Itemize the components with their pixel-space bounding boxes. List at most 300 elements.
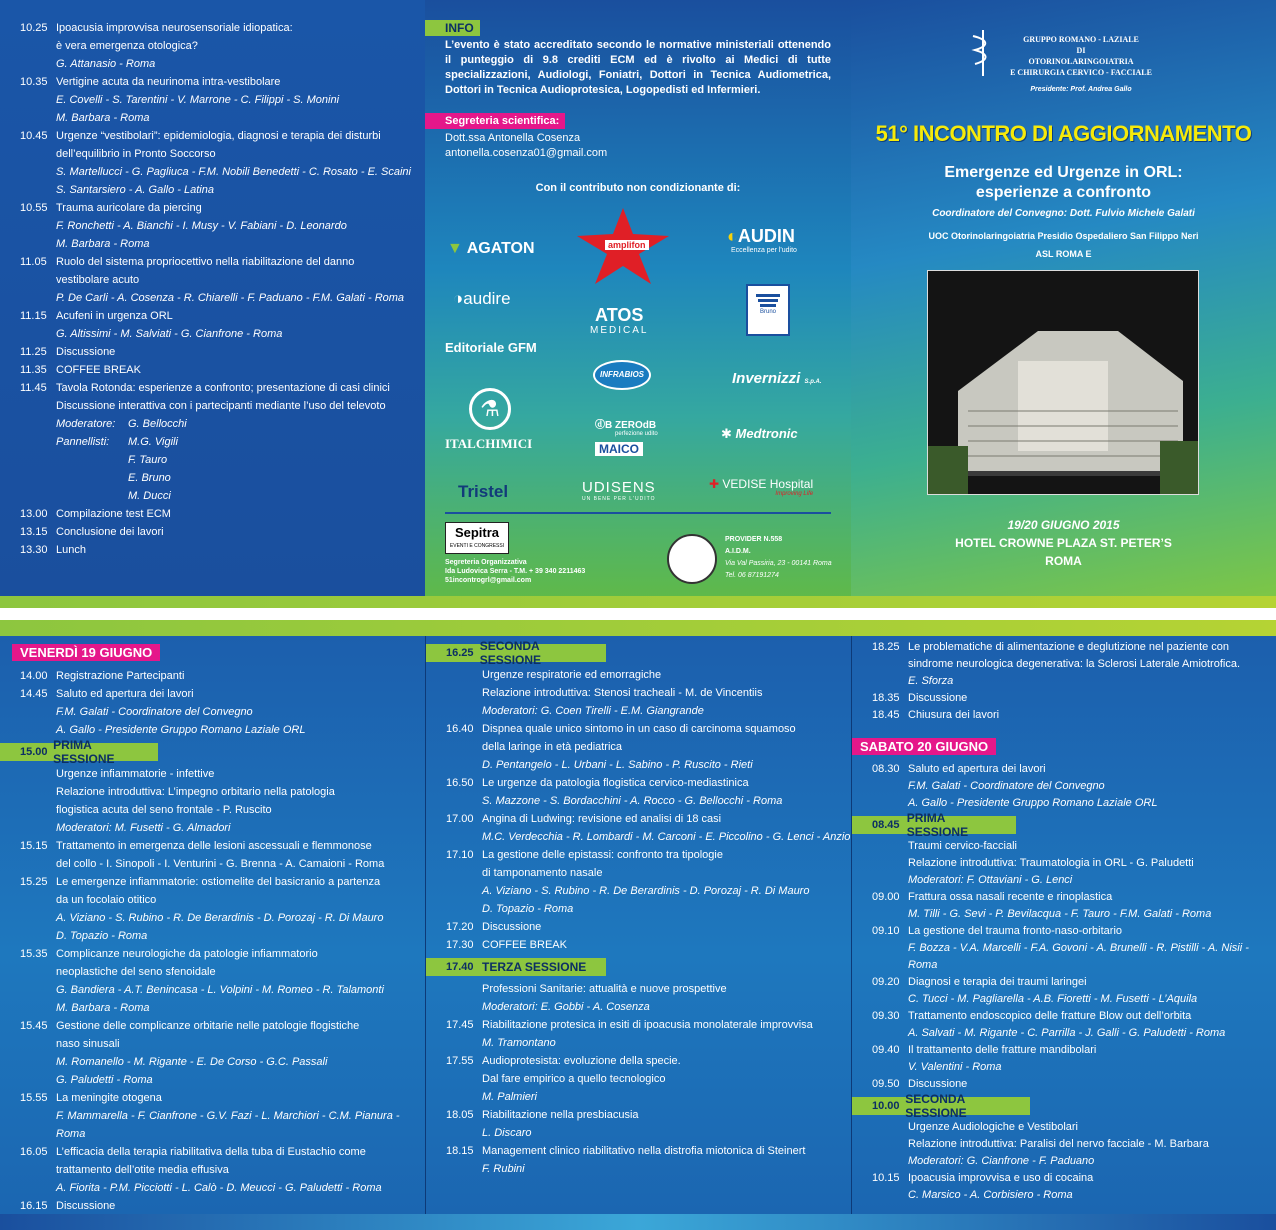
program-item-line (20, 523, 420, 541)
uoc: UOC Otorinolaringoiatria Presidio Ospedaliero San Filippo Neri (928, 231, 1199, 241)
program-item-line (872, 974, 1276, 991)
amplifon-logo: amplifon (575, 206, 671, 286)
program-item-line (872, 639, 1276, 656)
program-time: 10.25 (20, 22, 48, 34)
segreteria-email: antonella.cosenza01@gmail.com (445, 147, 608, 159)
program-item-line (872, 761, 1276, 778)
program-item-line (446, 1142, 851, 1160)
program-time: 10.35 (20, 76, 48, 88)
program-time (20, 37, 56, 55)
program-title: Complicanze neurologiche da patologie infiammatorio (56, 948, 318, 960)
program-authors (20, 703, 425, 721)
caduceus-logo-icon (969, 28, 997, 78)
program-authors (20, 235, 420, 253)
program-item-line (872, 690, 1276, 707)
program-title: Lunch (56, 544, 86, 556)
session-intro-line (446, 998, 851, 1016)
program-title: Discussione (908, 1078, 968, 1090)
program-authors (446, 900, 851, 918)
program-item-line (872, 1170, 1276, 1187)
segreteria-label: Segreteria scientifica: (425, 113, 565, 129)
program-time: 13.15 (20, 526, 48, 538)
program-item-line (20, 855, 425, 873)
program-item-line (872, 1008, 1276, 1025)
program-title: La gestione del trauma fronto-naso-orbitario (908, 925, 1123, 937)
program-authors (446, 882, 851, 900)
info-label: INFO (425, 20, 480, 36)
program-authors (20, 1053, 425, 1071)
session-header (0, 738, 158, 766)
program-authors (20, 91, 420, 109)
program-title: Ruolo del sistema propriocettivo nella riabilitazione del danno (56, 256, 355, 268)
program-item-line (872, 923, 1276, 940)
program-authors (872, 795, 1276, 812)
bottom-middle-panel (425, 636, 851, 1214)
program-item-line (446, 1106, 851, 1124)
program-title: Vertigine acuta da neurinoma intra-vestibolare (56, 76, 281, 88)
group-block: GRUPPO ROMANO - LAZIALE DI OTORINOLARINGOIATRIA E CHIRURGIA CERVICO - FACCIALE (1010, 35, 1152, 77)
program-item-line (872, 1076, 1276, 1093)
program-time: 16.50 (446, 777, 474, 789)
program-time: 13.00 (20, 508, 48, 520)
audire-logo: ◑audire (453, 289, 511, 308)
program-title: Saluto ed apertura dei lavori (908, 763, 1046, 775)
program-title: Trauma auricolare da piercing (56, 202, 202, 214)
program-time: 11.45 (20, 382, 47, 394)
program-title: Trattamento in emergenza delle lesioni ascessuali e flemmonose (56, 840, 372, 852)
program-item-line (446, 864, 851, 882)
program-title: di tamponamento nasale (482, 867, 603, 879)
program-author-line: G. Paludetti - Roma (56, 1074, 153, 1086)
session-intro-text: Relazione introduttiva: L’impegno orbitario nella patologia (56, 786, 335, 798)
program-title: Le emergenze infiammatorie: ostiomelite del basicranio a partenza (56, 876, 381, 888)
program-author-line: F. Ronchetti - A. Bianchi - I. Musy - V. Fabiani - D. Leonardo (56, 220, 347, 232)
program-author-line: M.C. Verdecchia - R. Lombardi - M. Carconi - E. Piccolino - G. Lenci - Anzio (482, 831, 851, 843)
session-intro-line (446, 702, 851, 720)
program-item-line (20, 37, 420, 55)
program-title: Discussione (56, 1200, 116, 1212)
program-time: 17.00 (446, 813, 474, 825)
program-title: Dispnea quale unico sintomo in un caso di carcinoma squamoso (482, 723, 796, 735)
agaton-triangle-icon: ▼ (447, 240, 463, 257)
program-time: 15.55 (20, 1092, 48, 1104)
program-authors (20, 927, 425, 945)
program-title: Frattura ossa nasali recente e rinoplastica (908, 891, 1113, 903)
program-item-line (20, 945, 425, 963)
program-author-line: C. Tucci - M. Pagliarella - A.B. Fioretti - M. Fusetti - L’Aquila (908, 993, 1198, 1005)
program-author-line: F. Rubini (482, 1163, 525, 1175)
day-header: VENERDÌ 19 GIUGNO (12, 644, 160, 661)
medtronic-logo: ✱ Medtronic (721, 426, 798, 441)
program-time (20, 1161, 56, 1179)
session-intro-line (872, 872, 1276, 889)
program-item-line (20, 73, 420, 91)
program-authors (446, 1124, 851, 1142)
bruno-logo: Bruno (746, 284, 790, 336)
program-authors (20, 721, 425, 739)
program-time: 16.15 (20, 1200, 48, 1212)
program-item-line (446, 936, 851, 954)
session-intro-line (20, 783, 425, 801)
program-authors (446, 1034, 851, 1052)
program-item-line (20, 19, 420, 37)
roundtable-panelist: F. Tauro (128, 454, 168, 466)
program-title: da un focolaio otitico (56, 894, 157, 906)
session-intro-text: Moderatori: E. Gobbi - A. Cosenza (482, 1001, 650, 1013)
program-time (20, 397, 56, 415)
program-time (872, 656, 908, 673)
program-time: 13.30 (20, 544, 48, 556)
program-author-line: M. Tramontano (482, 1037, 556, 1049)
program-title: COFFEE BREAK (56, 364, 141, 376)
program-authors (872, 1025, 1276, 1042)
program-title: neoplastiche del seno sfenoidale (56, 966, 216, 978)
session-intro-text: Moderatori: G. Cianfrone - F. Paduano (908, 1155, 1095, 1167)
program-item-line (20, 891, 425, 909)
bottom-left-panel (0, 636, 425, 1214)
program-item-line (446, 846, 851, 864)
program-item-line (872, 1042, 1276, 1059)
program-author-line: M. Barbara - Roma (56, 112, 150, 124)
program-authors (20, 325, 420, 343)
maico-logo: MAICO (595, 442, 643, 456)
program-title: Trattamento endoscopico delle fratture Blow out dell’orbita (908, 1010, 1192, 1022)
session-time: 10.00 (872, 1100, 900, 1112)
program-item-line (20, 505, 420, 523)
program-item-line (20, 873, 425, 891)
session-intro-text: Relazione introduttiva: Stenosi tracheali - M. de Vincentiis (482, 687, 763, 699)
program-time: 17.55 (446, 1055, 474, 1067)
session-time: 17.40 (446, 961, 474, 973)
vedise-logo: ✚ VEDISE Hospital Improving Life (709, 477, 814, 497)
org-line2: 51incontrogrl@gmail.com (445, 577, 532, 584)
program-authors (20, 1071, 425, 1089)
infrabios-logo: INFRABIOS (593, 360, 651, 390)
top-green-bar (0, 596, 1276, 608)
program-time: 08.30 (872, 763, 900, 775)
session-header (426, 639, 606, 667)
program-time: 09.00 (872, 891, 900, 903)
program-title: Compilazione test ECM (56, 508, 171, 520)
program-title: Angina di Ludwing: revisione ed analisi di 18 casi (482, 813, 722, 825)
program-title: Riabilitazione nella presbiacusia (482, 1109, 639, 1121)
program-time (20, 145, 56, 163)
session-intro-text: Relazione introduttiva: Paralisi del nervo facciale - M. Barbara (908, 1138, 1209, 1150)
program-authors (872, 906, 1276, 923)
program-time: 09.10 (872, 925, 900, 937)
program-time: 18.05 (446, 1109, 474, 1121)
program-time: 09.40 (872, 1044, 900, 1056)
program-item-line (20, 127, 420, 145)
session-time: 08.45 (872, 819, 900, 831)
session-time: 16.25 (446, 647, 474, 659)
program-authors (872, 940, 1276, 974)
program-author-line: A. Fiorita - P.M. Picciotti - L. Calò - D. Meucci - G. Paludetti - Roma (56, 1182, 382, 1194)
program-authors (872, 778, 1276, 795)
program-authors (446, 792, 851, 810)
medtronic-icon: ✱ (721, 426, 732, 441)
program-author-line: D. Topazio - Roma (482, 903, 574, 915)
program-time: 16.05 (20, 1146, 48, 1158)
program-item-line (872, 889, 1276, 906)
session-intro-line (446, 980, 851, 998)
program-authors (872, 1059, 1276, 1076)
program-title: trattamento dell’otite media effusiva (56, 1164, 229, 1176)
program-item-line (20, 837, 425, 855)
audin-ear-icon: ◐ (727, 226, 738, 246)
program-time: 17.30 (446, 939, 474, 951)
program-item-line (20, 667, 425, 685)
program-item-line (20, 1017, 425, 1035)
program-authors (20, 909, 425, 927)
program-author-line: F.M. Galati - Coordinatore del Convegno (908, 780, 1105, 792)
program-item-line (446, 1052, 851, 1070)
program-title: Urgenze “vestibolari”: epidemiologia, diagnosi e terapia dei disturbi (56, 130, 381, 142)
program-item-line (20, 963, 425, 981)
program-author-line: L. Discaro (482, 1127, 532, 1139)
program-author-line: M. Romanello - M. Rigante - E. De Corso - G.C. Passali (56, 1056, 328, 1068)
program-author-line: P. De Carli - A. Cosenza - R. Chiarelli - F. Paduano - F.M. Galati - Roma (56, 292, 405, 304)
program-title: Le urgenze da patologia flogistica cervico-mediastinica (482, 777, 749, 789)
italchimici-logo: ITALCHIMICI (445, 436, 533, 451)
bottom-blue-bar (0, 1214, 1276, 1230)
program-title: Riabilitazione protesica in esiti di ipoacusia monolaterale improvvisa (482, 1019, 813, 1031)
roundtable-panelist: E. Bruno (128, 472, 171, 484)
program-time: 15.35 (20, 948, 48, 960)
program-title: Tavola Rotonda: esperienze a confronto; presentazione di casi clinici (56, 382, 390, 394)
program-item-line (20, 1161, 425, 1179)
program-time: 15.15 (20, 840, 48, 852)
program-author-line: C. Marsico - A. Corbisiero - Roma (908, 1189, 1073, 1201)
program-authors (20, 981, 425, 999)
coordinator: Coordinatore del Convegno: Dott. Fulvio Michele Galati (932, 208, 1195, 219)
roundtable-moderator: Moderatore: G. Bellocchi (56, 418, 187, 430)
program-authors (20, 1107, 425, 1143)
program-author-line: S. Santarsiero - A. Gallo - Latina (56, 184, 214, 196)
program-title: La meningite otogena (56, 1092, 162, 1104)
program-authors (20, 181, 420, 199)
program-time: 10.45 (20, 130, 48, 142)
program-title: Management clinico riabilitativo nella distrofia miotonica di Steinert (482, 1145, 806, 1157)
program-authors (446, 756, 851, 774)
program-authors (446, 1088, 851, 1106)
program-time: 15.25 (20, 876, 48, 888)
program-title: Saluto ed apertura dei lavori (56, 688, 194, 700)
program-title: Conclusione dei lavori (56, 526, 164, 538)
program-author-line: G. Attanasio - Roma (56, 58, 156, 70)
program-author-line: F. Mammarella - F. Cianfrone - G.V. Fazi - L. Marchiori - C.M. Pianura - Roma (56, 1110, 400, 1140)
audin-logo: ◐AUDIN Eccellenza per l'udito (727, 226, 797, 254)
program-time: 11.35 (20, 364, 47, 376)
program-author-line: G. Altissimi - M. Salviati - G. Cianfrone - Roma (56, 328, 283, 340)
program-title: dell’equilibrio in Pronto Soccorso (56, 148, 216, 160)
program-item-line (446, 720, 851, 738)
program-title: Gestione delle complicanze orbitarie nelle patologie flogistiche (56, 1020, 360, 1032)
program-time: 18.45 (872, 709, 900, 721)
session-intro-line (446, 684, 851, 702)
roundtable-panelist: M. Ducci (128, 490, 171, 502)
program-time: 15.45 (20, 1020, 48, 1032)
session-intro-text: Moderatori: G. Coen Tirelli - E.M. Giangrande (482, 705, 704, 717)
program-time: 09.20 (872, 976, 900, 988)
program-title: Acufeni in urgenza ORL (56, 310, 173, 322)
program-time (446, 864, 482, 882)
program-title: Discussione (908, 692, 968, 704)
program-title: sindrome neurologica degenerativa: la Sclerosi Laterale Amiotrofica. (908, 658, 1241, 670)
sponsors-divider (445, 512, 831, 514)
program-title: del collo - I. Sinopoli - I. Venturini - G. Brenna - A. Camaioni - Roma (56, 858, 385, 870)
program-author-line: V. Valentini - Roma (908, 1061, 1002, 1073)
invernizzi-logo: Invernizzi S.p.A. (732, 370, 822, 387)
program-item-line (446, 774, 851, 792)
program-item-line (20, 397, 420, 415)
program-title: Audioprotesista: evoluzione della specie. (482, 1055, 681, 1067)
provider-block: PROVIDER N.558 A.I.D.M. Via Val Passiria, 23 - 00141 Roma Tel. 06 87191274 (725, 536, 832, 579)
program-authors (20, 999, 425, 1017)
program-item-line (20, 1197, 425, 1214)
program-authors (872, 991, 1276, 1008)
zerodb-logo: ⓓB ZEROdB perfezione udito (595, 420, 658, 437)
program-item-line (20, 361, 420, 379)
program-time (446, 1070, 482, 1088)
session-intro-text: Urgenze Audiologiche e Vestibolari (908, 1121, 1079, 1133)
program-item-line (20, 307, 420, 325)
program-time: 09.50 (872, 1078, 900, 1090)
event-title: 51° INCONTRO DI AGGIORNAMENTO (875, 121, 1252, 146)
program-title: naso sinusali (56, 1038, 120, 1050)
session-label: PRIMA SESSIONE (906, 811, 969, 839)
gfm-logo: Editoriale GFM (445, 340, 537, 355)
program-time: 18.15 (446, 1145, 474, 1157)
session-header (852, 811, 1016, 839)
program-item-line (20, 1035, 425, 1053)
program-title: Registrazione Partecipanti (56, 670, 185, 682)
program-authors (20, 289, 420, 307)
program-author-line: A. Gallo - Presidente Gruppo Romano Laziale ORL (908, 797, 1158, 809)
program-title: Discussione (482, 921, 542, 933)
program-item-line (20, 685, 425, 703)
program-title: Le problematiche di alimentazione e deglutizione nel paziente con (908, 641, 1230, 653)
program-author-line: M. Barbara - Roma (56, 238, 150, 250)
program-time: 11.25 (20, 346, 47, 358)
program-item-line (872, 656, 1276, 673)
program-item-line (446, 738, 851, 756)
program-time: 18.25 (872, 641, 900, 653)
sepitra-logo: Sepitra EVENTI E CONGRESSI (445, 522, 509, 554)
program-item-line (446, 1070, 851, 1088)
event-date: 19/20 GIUGNO 2015 (1007, 518, 1120, 532)
session-intro-line (872, 1153, 1276, 1170)
program-title: Il trattamento delle fratture mandibolari (908, 1044, 1097, 1056)
session-header (852, 1092, 1030, 1120)
session-intro-text: Moderatori: M. Fusetti - G. Almadori (56, 822, 231, 834)
program-time (20, 271, 56, 289)
program-time: 09.30 (872, 1010, 900, 1022)
cover-panel (851, 0, 1276, 596)
session-intro-line (20, 801, 425, 819)
session-time: 15.00 (20, 746, 48, 758)
program-author-line: F.M. Galati - Coordinatore del Convegno (56, 706, 253, 718)
program-time: 17.20 (446, 921, 474, 933)
program-author-line: D. Pentangelo - L. Urbani - L. Sabino - P. Ruscito - Rieti (482, 759, 753, 771)
program-time: 11.15 (20, 310, 47, 322)
president: Presidente: Prof. Andrea Gallo (1030, 86, 1132, 93)
udisens-logo: UDISENS UN BENE PER L'UDITO (582, 479, 656, 502)
program-title: della laringe in età pediatrica (482, 741, 623, 753)
program-title: La gestione delle epistassi: confronto tra tipologie (482, 849, 723, 861)
program-time (20, 1035, 56, 1053)
program-author-line: M. Barbara - Roma (56, 1002, 150, 1014)
vedise-cross-icon: ✚ (709, 477, 720, 491)
session-label: TERZA SESSIONE (482, 960, 587, 974)
top-left-panel (0, 0, 425, 596)
program-authors (872, 1187, 1276, 1204)
event-hotel: HOTEL CROWNE PLAZA ST. PETER’S (955, 536, 1172, 550)
program-authors (20, 55, 420, 73)
program-item-line (446, 1016, 851, 1034)
program-item-line (20, 253, 420, 271)
asl: ASL ROMA E (1035, 249, 1092, 259)
session-intro-text: Urgenze respiratorie ed emorragiche (482, 669, 662, 681)
program-time: 16.40 (446, 723, 474, 735)
program-time (20, 963, 56, 981)
session-intro-line (872, 838, 1276, 855)
session-intro-line (872, 1119, 1276, 1136)
session-intro-line (872, 1136, 1276, 1153)
hotel-photo (927, 270, 1199, 495)
program-item-line (446, 918, 851, 936)
program-time: 18.35 (872, 692, 900, 704)
program-authors (446, 828, 851, 846)
program-time (20, 855, 56, 873)
session-intro-text: Traumi cervico-facciali (908, 840, 1018, 852)
program-author-line: A. Viziano - S. Rubino - R. De Berardinis - D. Porozaj - R. Di Mauro (482, 885, 810, 897)
program-author-line: G. Bandiera - A.T. Benincasa - L. Volpini - M. Romeo - R. Talamonti (56, 984, 384, 996)
program-author-line: S. Martellucci - G. Pagliuca - F.M. Nobili Benedetti - C. Rosato - E. Scaini (56, 166, 411, 178)
session-intro-text: Relazione introduttiva: Traumatologia in ORL - G. Paludetti (908, 857, 1194, 869)
program-title: Dal fare empirico a quello tecnologico (482, 1073, 666, 1085)
session-intro-text: flogistica acuta del seno frontale - P. Ruscito (56, 804, 272, 816)
program-item-line (20, 343, 420, 361)
program-author-line: M. Tilli - G. Sevi - P. Bevilacqua - F. Tauro - F.M. Galati - Roma (908, 908, 1212, 920)
program-time: 17.10 (446, 849, 474, 861)
day-header: SABATO 20 GIUGNO (852, 738, 996, 755)
session-intro-line (446, 666, 851, 684)
italchimici-flask-icon: ⚗ (469, 388, 511, 430)
session-label: SECONDA SESSIONE (905, 1092, 967, 1120)
session-intro-line (872, 855, 1276, 872)
program-time: 11.05 (20, 256, 47, 268)
program-time: 14.45 (20, 688, 48, 700)
program-item-line (20, 1089, 425, 1107)
atos-logo: ATOS MEDICAL (590, 305, 649, 336)
program-author-line: A. Gallo - Presidente Gruppo Romano Laziale ORL (56, 724, 306, 736)
session-intro-line (20, 765, 425, 783)
program-item-line (20, 1143, 425, 1161)
zerodb-icon: ⓓB (595, 420, 613, 431)
session-intro-text: Moderatori: F. Ottaviani - G. Lenci (908, 874, 1073, 886)
program-title: vestibolare acuto (56, 274, 140, 286)
agaton-logo: ▼ AGATON (447, 240, 535, 257)
session-label: SECONDA SESSIONE (479, 639, 542, 667)
program-item-line (20, 271, 420, 289)
event-city: ROMA (1045, 554, 1082, 568)
bottom-right-panel (851, 636, 1276, 1214)
audire-ear-icon: ◑ (453, 289, 464, 308)
event-subtitle: Emergenze ed Urgenze in ORL: esperienze a confronto (944, 164, 1183, 201)
program-title: Chiusura dei lavori (908, 709, 1000, 721)
session-intro-text: Professioni Sanitarie: attualità e nuove prospettive (482, 983, 727, 995)
